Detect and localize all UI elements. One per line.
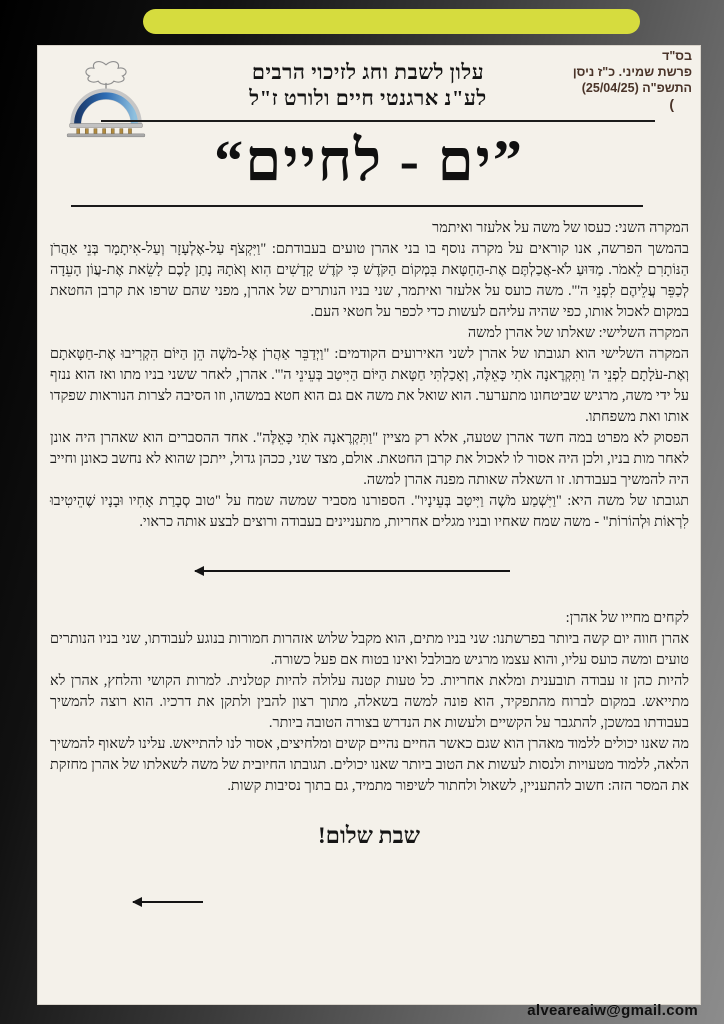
header-divider-line bbox=[101, 120, 655, 122]
masthead-line1: עלון לשבת וחג לזיכוי הרבים bbox=[251, 60, 485, 84]
article-body bbox=[50, 218, 689, 533]
shabbat-shalom-closing: שבת שלום! bbox=[317, 822, 421, 848]
hebrew-year: התשפ"ה bbox=[642, 81, 692, 95]
paragraph-case3b: הפסוק לא מפרט במה חשד אהרן שטעה, אלא רק מציין "וַתִּקְרֶאנָה אֹתִי כָּאֵלֶּה". אחד ההסברים הוא שאהרן היה אונן לאחר מות בניו, ולכן היה אסור לו לאכול את קרבן החטאת. אולם, מצד שני, ככהן גדול, ייתכן שהוא לא נחשב כאונן וחייב היה להמשיך בעבודתו. זו השאלה שאותה מפנה אהרן למשה. bbox=[50, 429, 689, 488]
masthead-line2: לע"נ ארגנטי חיים ולורט ז"ל bbox=[249, 86, 487, 110]
parsha-date-line: פרשת שמיני. כ"ז ניסן bbox=[572, 65, 692, 79]
paragraph-case3a: המקרה השלישי הוא תגובתו של אהרן לשני האירועים הקודמים: "וַיְדַבֵּר אַהֲרֹן אֶל-מֹשֶׁה הֵן הַיּוֹם הִקְרִיבוּ אֶת-חַטָּאתָם וְאֶת-עֹלָתָם לִפְנֵי ה' וַתִּקְרֶאנָה אֹתִי כָּאֵלֶּה, וְאָכַלְתִּי חַטָּאת הַיּוֹם הַיִּיטַב בְּעֵינֵי ה'". אהרן, לאחר ששני בניו מתו ואז הוא ננזף על ידי משה, מרגיש שביטחונו מתערער. הוא שואל את משה אם גם הוא חטא במשהו, וזו הסיבה לצרות הנוראות שפקדו אותו ואת משפחתו. bbox=[50, 345, 689, 425]
contact-email: alveareaiw@gmail.com bbox=[527, 1002, 698, 1019]
date-block bbox=[532, 48, 692, 112]
synagogue-dome-tree-logo-icon bbox=[59, 57, 153, 139]
heading-case3: המקרה השלישי: שאלתו של אהרן למשה bbox=[467, 324, 689, 341]
yellow-accent-pill bbox=[143, 9, 640, 34]
paragraph-case3c: תגובתו של משה היא: "וַיִּשְׁמַע מֹשֶׁה וַיִּיטַב בְּעֵינָיו". הספורנו מסביר שמשה שמח על "טוב סְבָרַת אָחִיו וּבָנָיו שֶׁהֵיטִיבוּ לִרְאוֹת וּלְהוֹרוֹת" - משה שמח שאחיו ובניו מגלים אחריות, מתעניינים בעבודה ורוצים לבצע אותה כראוי. bbox=[50, 492, 689, 530]
lessons-section bbox=[50, 608, 689, 797]
paragraph-case2: בהמשך הפרשה, אנו קוראים על מקרה נוסף בו בני אהרן טועים בעבודתם: "וַיִּקְצֹף עַל-אֶלְעָזָר וְעַל-אִיתָמָר בְּנֵי אַהֲרֹן הַנּוֹתָרִם לֵאמֹר. מַדּוּעַ לֹא-אֲכַלְתֶּם אֶת-הַחַטָּאת בִּמְקוֹם הַקֹּדֶשׁ כִּי קֹדֶשׁ קָדָשִׁים הִוא וְאֹתָהּ נָתַן לָכֶם לָשֵׂאת אֶת-עֲוֹן הָעֵדָה לְכַפֵּר עֲלֵיהֶם לִפְנֵי ה'". משה כועס על אלעזר ואיתמר, שני בניו הנותרים של אהרן, מפני שהם שרפו את קרבן החטאת במקום לאכול אותו, כפי שהיה עליהם לעשות כדי לכפר על חטאי העם. bbox=[50, 240, 689, 320]
lessons-paragraph-3: מה שאנו יכולים ללמוד מאהרן הוא שגם כאשר החיים נהיים קשים ומלחיצים, אסור לנו להתייאש. עלינו לשאוף להמשיך הלאה, ללמוד מטעויות ולנסות לעשות את הטוב ביותר שאנו יכולים. תגובתו החיובית של משה לשאלתו של אהרן מחזקת את המסר הזה: חשוב להתעניין, לשאול ולחתור לשיפור מתמיד, גם בתוך נסיבות קשות. bbox=[50, 735, 689, 794]
bsd-label: בס"ד bbox=[662, 49, 692, 63]
page-header bbox=[38, 46, 700, 124]
hebrew-year-line bbox=[532, 80, 692, 96]
main-title: ”ים - לחיים“ bbox=[214, 128, 524, 193]
lessons-heading: לקחים מחייו של אהרן: bbox=[565, 609, 689, 626]
gregorian-date: (25/04/25) bbox=[581, 81, 639, 95]
title-divider-line bbox=[71, 205, 643, 207]
flyer-masthead bbox=[158, 59, 578, 111]
lessons-paragraph-1: אהרן חווה יום קשה ביותר בפרשתנו: שני בניו מתים, הוא מקבל שלוש אזהרות חמורות בנוגע לעבודתו, שני בניו הנותרים טועים ומשה כועס עליו, והוא עצמו מרגיש מבולבל ואינו בטוח אם פעל כשורה. bbox=[50, 630, 689, 668]
left-arrow-small-icon bbox=[133, 901, 203, 903]
left-arrow-long-icon bbox=[195, 570, 510, 572]
wrapped-paren: ( bbox=[669, 96, 674, 112]
lessons-paragraph-2: להיות כהן זו עבודה תובענית ומלאת אחריות. כל טעות קטנה עלולה להיות קטלנית. למרות הקושי והלחץ, אהרן לא מתייאש. במקום לברוח מהתפקיד, הוא פונה למשה בשאלה, מתוך רצון להבין ולתקן את דרכיו. הוא רוצה להמשיך בעבודתו במשכן, להתגבר על הקשיים ולעשות את הנדרש בצורה הטובה ביותר. bbox=[50, 672, 689, 731]
flyer-page bbox=[37, 45, 701, 1005]
heading-case2: המקרה השני: כעסו של משה על אלעזר ואיתמר bbox=[432, 219, 689, 236]
